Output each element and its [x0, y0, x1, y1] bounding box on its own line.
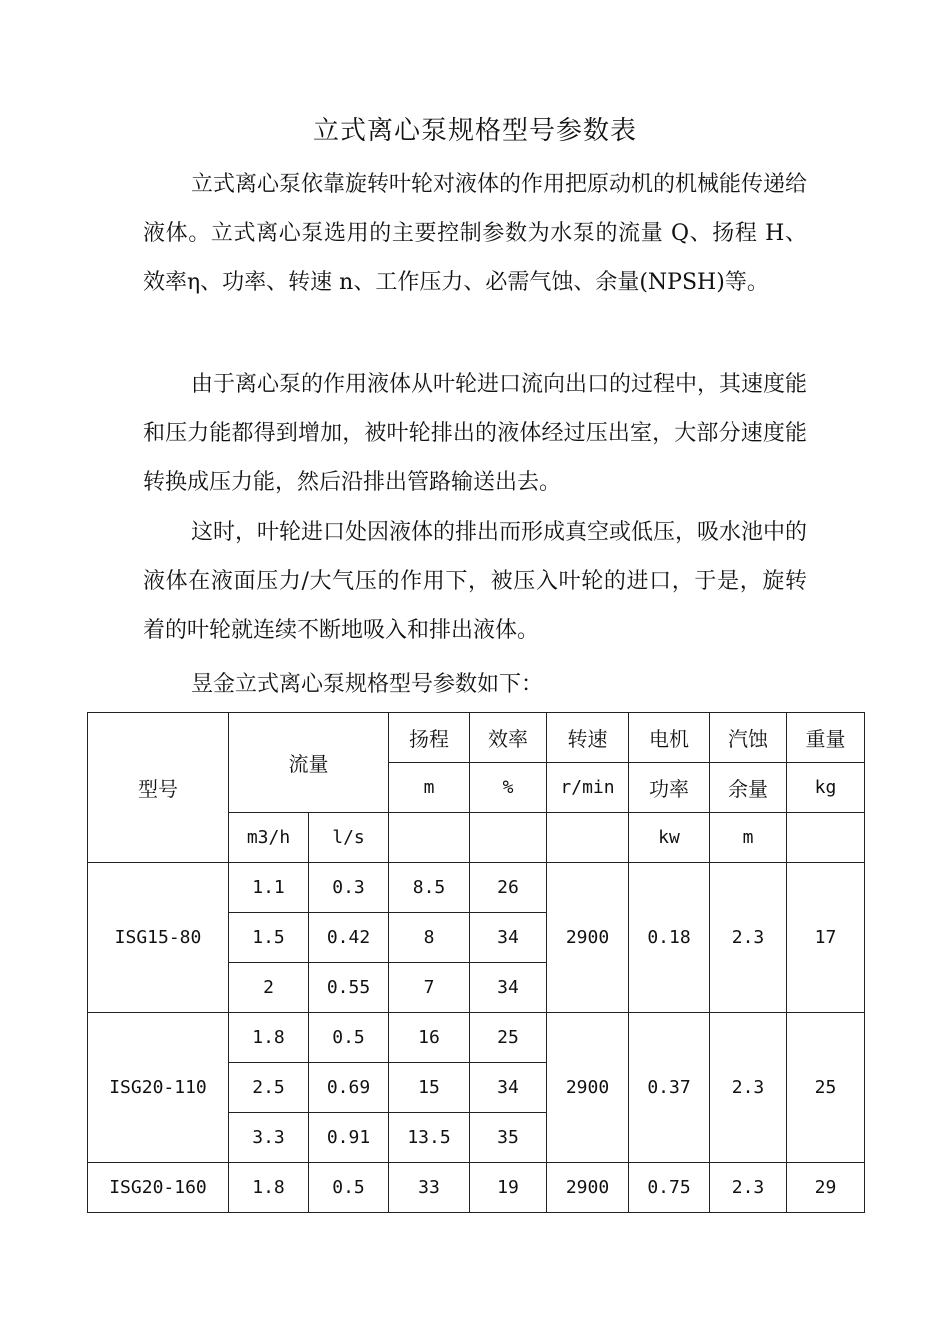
flow-ls-cell: 0.91 [309, 1113, 389, 1163]
flow-ls-cell: 0.5 [309, 1013, 389, 1063]
suction-paragraph [143, 508, 807, 655]
header-head: 扬程 [389, 713, 470, 763]
table-row [88, 1013, 865, 1063]
head-cell: 8.5 [389, 863, 470, 913]
head-cell: 15 [389, 1063, 470, 1113]
header-motor-unit: kw [629, 813, 710, 863]
paragraph-text: 立式离心泵依靠旋转叶轮对液体的作用把原动机的机械能传递给液体。立式离心泵选用的主要控制参数为水泵的流量 Q、扬程 H、效率η、功率、转速 n、工作压力、必需气蚀、余量(NPSH)等。 [143, 172, 808, 295]
model-cell: ISG20-160 [88, 1163, 229, 1213]
table-row [88, 863, 865, 913]
spec-table [87, 712, 865, 1213]
npsh-cell: 2.3 [710, 1013, 787, 1163]
paragraph-text: 昱金立式离心泵规格型号参数如下： [191, 672, 544, 697]
flow-m3h-cell: 1.1 [229, 863, 309, 913]
header-cavitation: 汽蚀 [710, 713, 787, 763]
header-efficiency-unit: % [470, 763, 547, 813]
model-cell: ISG20-110 [88, 1013, 229, 1163]
flow-ls-cell: 0.5 [309, 1163, 389, 1213]
head-cell: 7 [389, 963, 470, 1013]
npsh-cell: 2.3 [710, 863, 787, 1013]
head-cell: 13.5 [389, 1113, 470, 1163]
header-row [88, 713, 865, 763]
power-cell: 0.37 [629, 1013, 710, 1163]
efficiency-cell: 25 [470, 1013, 547, 1063]
header-speed-unit: r/min [547, 763, 629, 813]
paragraph-text: 这时，叶轮进口处因液体的排出而形成真空或低压，吸水池中的液体在液面压力/大气压的作用下，被压入叶轮的进口，于是，旋转着的叶轮就连续不断地吸入和排出液体。 [143, 520, 808, 643]
header-motor: 电机 [629, 713, 710, 763]
weight-cell: 17 [787, 863, 865, 1013]
efficiency-cell: 34 [470, 913, 547, 963]
header-cavitation-unit: m [710, 813, 787, 863]
header-cavitation-sub: 余量 [710, 763, 787, 813]
flow-ls-cell: 0.69 [309, 1063, 389, 1113]
empty-cell [547, 813, 629, 863]
power-cell: 0.75 [629, 1163, 710, 1213]
header-weight-unit: kg [787, 763, 865, 813]
efficiency-cell: 26 [470, 863, 547, 913]
page-title: 立式离心泵规格型号参数表 [312, 116, 637, 146]
empty-cell [470, 813, 547, 863]
efficiency-cell: 34 [470, 1063, 547, 1113]
paragraph-text: 由于离心泵的作用液体从叶轮进口流向出口的过程中，其速度能和压力能都得到增加，被叶轮排出的液体经过压出室，大部分速度能转换成压力能，然后沿排出管路输送出去。 [143, 372, 808, 495]
header-flow-ls: l/s [309, 813, 389, 863]
header-model: 型号 [88, 713, 229, 863]
model-cell: ISG15-80 [88, 863, 229, 1013]
power-cell: 0.18 [629, 863, 710, 1013]
intro-paragraph [143, 160, 807, 307]
head-cell: 8 [389, 913, 470, 963]
npsh-cell: 2.3 [710, 1163, 787, 1213]
speed-cell: 2900 [547, 1163, 629, 1213]
head-cell: 16 [389, 1013, 470, 1063]
flow-m3h-cell: 2.5 [229, 1063, 309, 1113]
process-paragraph [143, 360, 807, 507]
header-weight: 重量 [787, 713, 865, 763]
flow-m3h-cell: 1.8 [229, 1013, 309, 1063]
table-row [88, 1163, 865, 1213]
header-head-unit: m [389, 763, 470, 813]
header-flow: 流量 [229, 713, 389, 813]
flow-ls-cell: 0.42 [309, 913, 389, 963]
table-intro-paragraph [143, 660, 807, 709]
header-speed: 转速 [547, 713, 629, 763]
header-motor-sub: 功率 [629, 763, 710, 813]
empty-cell [389, 813, 470, 863]
flow-m3h-cell: 2 [229, 963, 309, 1013]
weight-cell: 29 [787, 1163, 865, 1213]
efficiency-cell: 35 [470, 1113, 547, 1163]
speed-cell: 2900 [547, 1013, 629, 1163]
header-flow-m3h: m3/h [229, 813, 309, 863]
empty-cell [787, 813, 865, 863]
efficiency-cell: 19 [470, 1163, 547, 1213]
flow-ls-cell: 0.55 [309, 963, 389, 1013]
header-efficiency: 效率 [470, 713, 547, 763]
weight-cell: 25 [787, 1013, 865, 1163]
head-cell: 33 [389, 1163, 470, 1213]
efficiency-cell: 34 [470, 963, 547, 1013]
speed-cell: 2900 [547, 863, 629, 1013]
flow-ls-cell: 0.3 [309, 863, 389, 913]
flow-m3h-cell: 3.3 [229, 1113, 309, 1163]
flow-m3h-cell: 1.8 [229, 1163, 309, 1213]
flow-m3h-cell: 1.5 [229, 913, 309, 963]
